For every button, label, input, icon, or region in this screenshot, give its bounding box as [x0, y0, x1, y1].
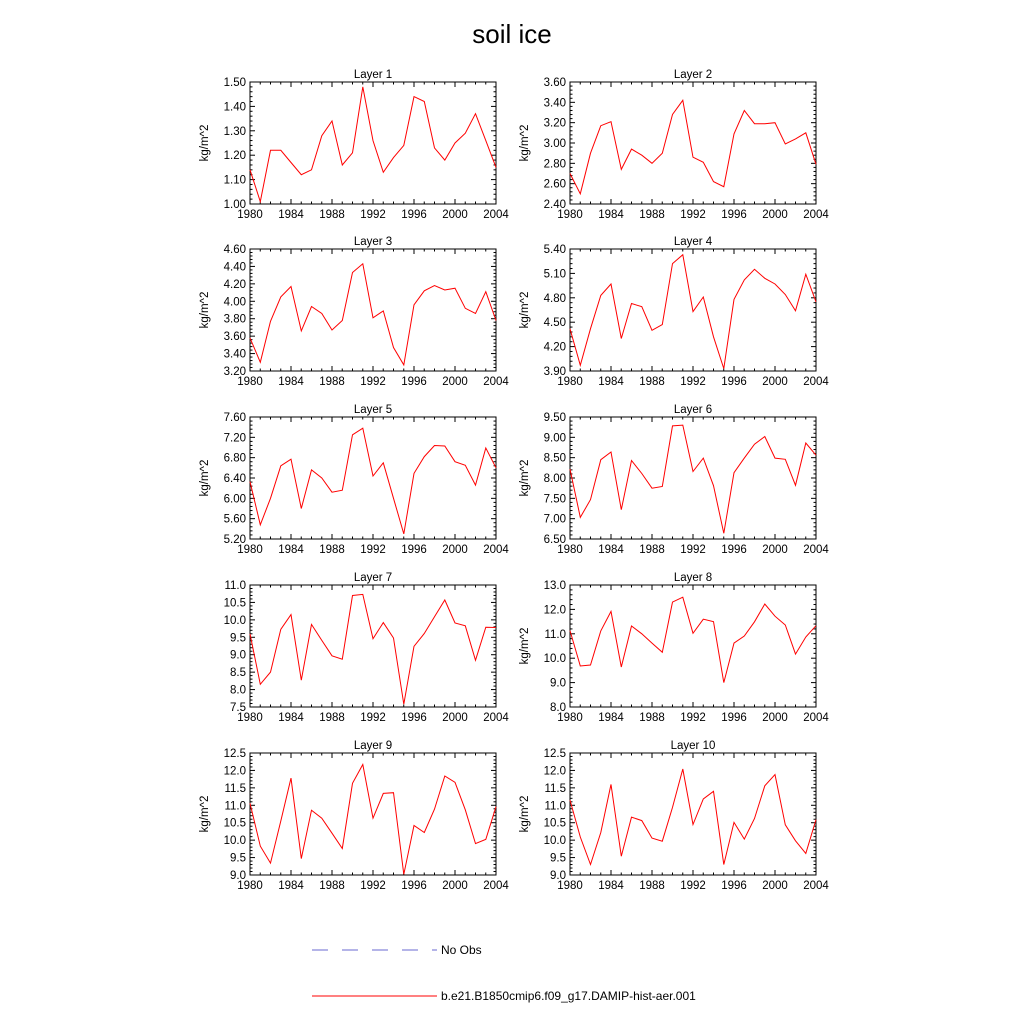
x-tick-label: 1992: [360, 880, 386, 892]
x-tick-label: 1980: [237, 880, 263, 892]
y-tick-label: 9.5: [550, 852, 566, 865]
x-tick-label: 1996: [721, 544, 747, 556]
x-tick-label: 2004: [803, 880, 829, 892]
y-tick-label: 4.60: [223, 244, 246, 256]
panel-layer-10: [519, 740, 829, 892]
x-tick-label: 1984: [278, 544, 304, 556]
panel-layer-1: [199, 69, 509, 221]
y-tick-label: 2.60: [543, 178, 566, 191]
series-line: [250, 428, 496, 534]
panel-title: Layer 10: [670, 740, 716, 752]
series-line: [250, 87, 496, 202]
plot-frame: [570, 82, 816, 204]
y-tick-label: 9.5: [230, 852, 246, 865]
series-line: [570, 597, 816, 682]
plot-frame: [250, 585, 496, 707]
y-tick-label: 10.0: [543, 653, 566, 666]
y-axis-label: kg/m^2: [519, 291, 531, 329]
x-tick-label: 1980: [237, 544, 263, 556]
x-tick-label: 1988: [639, 209, 665, 221]
y-tick-label: 12.5: [543, 748, 566, 760]
plot-frame: [250, 417, 496, 539]
y-tick-label: 7.20: [223, 432, 246, 445]
series-line: [570, 100, 816, 194]
x-tick-label: 1996: [401, 880, 427, 892]
x-tick-label: 2000: [762, 209, 788, 221]
x-tick-label: 1992: [680, 712, 706, 724]
x-tick-label: 1980: [557, 544, 583, 556]
y-tick-label: 13.0: [543, 580, 566, 592]
x-tick-label: 2000: [442, 880, 468, 892]
x-tick-label: 1984: [598, 712, 624, 724]
y-tick-label: 11.0: [544, 800, 566, 813]
y-tick-label: 10.5: [543, 817, 566, 830]
y-tick-label: 5.60: [223, 513, 246, 526]
panel-layer-3: [199, 236, 509, 388]
panel-title: Layer 7: [353, 572, 393, 584]
y-tick-label: 12.0: [223, 765, 246, 778]
y-tick-label: 1.50: [223, 77, 246, 89]
x-tick-label: 1980: [237, 376, 263, 388]
x-tick-label: 1988: [639, 544, 665, 556]
y-tick-label: 3.00: [543, 138, 566, 150]
y-tick-label: 4.20: [543, 341, 566, 354]
y-tick-label: 1.20: [223, 150, 246, 163]
panel-layer-7: [224, 572, 510, 724]
series-line: [250, 264, 496, 365]
x-tick-label: 2000: [762, 880, 788, 892]
y-tick-label: 5.20: [223, 534, 246, 546]
x-tick-label: 1992: [680, 880, 706, 892]
y-tick-label: 8.50: [543, 452, 566, 465]
x-tick-label: 1984: [598, 209, 624, 221]
y-axis-label: kg/m^2: [519, 124, 531, 162]
x-tick-label: 1980: [237, 712, 263, 724]
legend-model-label: b.e21.B1850cmip6.f09_g17.DAMIP-hist-aer.001: [441, 989, 696, 1003]
panel-layer-4: [519, 236, 829, 388]
x-tick-label: 1988: [319, 376, 345, 388]
legend-no-obs-label: No Obs: [441, 943, 482, 957]
panel-layer-9: [199, 740, 509, 892]
y-tick-label: 11.0: [224, 800, 246, 813]
x-tick-label: 1988: [319, 880, 345, 892]
y-tick-label: 8.00: [543, 473, 566, 485]
panel-layer-8: [519, 572, 829, 724]
x-tick-label: 1988: [639, 880, 665, 892]
x-tick-label: 1996: [401, 544, 427, 556]
x-tick-label: 2000: [442, 712, 468, 724]
y-tick-label: 12.5: [223, 748, 246, 760]
y-tick-label: 4.20: [223, 278, 246, 291]
y-tick-label: 11.0: [224, 580, 246, 592]
y-axis-label: kg/m^2: [199, 124, 211, 162]
y-tick-label: 6.40: [223, 473, 246, 485]
y-tick-label: 4.50: [543, 317, 566, 330]
panel-title: Layer 1: [353, 69, 393, 81]
x-tick-label: 1996: [401, 712, 427, 724]
x-tick-label: 1980: [557, 880, 583, 892]
panel-title: Layer 3: [353, 236, 393, 248]
y-tick-label: 5.40: [543, 244, 566, 256]
legend: [312, 943, 696, 1003]
y-tick-label: 5.10: [543, 268, 566, 281]
y-tick-label: 3.40: [543, 97, 566, 110]
y-axis-label: kg/m^2: [199, 795, 211, 833]
x-tick-label: 2004: [483, 376, 509, 388]
x-tick-label: 1980: [557, 712, 583, 724]
x-tick-label: 1992: [680, 544, 706, 556]
y-tick-label: 9.0: [550, 870, 566, 882]
y-tick-label: 4.80: [543, 292, 566, 305]
y-axis-label: kg/m^2: [519, 459, 531, 497]
x-tick-label: 2004: [483, 544, 509, 556]
y-tick-label: 6.80: [223, 452, 246, 465]
series-line: [570, 255, 816, 369]
x-tick-label: 1996: [721, 712, 747, 724]
series-line: [250, 765, 496, 875]
y-tick-label: 7.5: [230, 702, 246, 714]
y-tick-label: 8.0: [550, 702, 566, 714]
x-tick-label: 1984: [278, 209, 304, 221]
x-tick-label: 1992: [680, 376, 706, 388]
figure-title: soil ice: [472, 19, 552, 49]
y-tick-label: 9.50: [543, 412, 566, 424]
y-tick-label: 4.00: [223, 296, 246, 309]
y-tick-label: 3.20: [543, 117, 566, 130]
x-tick-label: 2004: [483, 209, 509, 221]
y-axis-label: kg/m^2: [519, 627, 531, 665]
x-tick-label: 1988: [319, 209, 345, 221]
y-tick-label: 4.40: [223, 261, 246, 274]
y-tick-label: 11.5: [544, 782, 566, 795]
x-tick-label: 2004: [483, 712, 509, 724]
x-tick-label: 1980: [557, 209, 583, 221]
x-tick-label: 2004: [803, 544, 829, 556]
x-tick-label: 1984: [278, 880, 304, 892]
x-tick-label: 2000: [762, 376, 788, 388]
panel-layer-6: [519, 404, 829, 556]
x-tick-label: 1996: [721, 209, 747, 221]
x-tick-label: 1984: [278, 376, 304, 388]
plot-frame: [250, 753, 496, 875]
plot-frame: [250, 82, 496, 204]
y-tick-label: 3.90: [543, 366, 566, 378]
y-tick-label: 2.80: [543, 158, 566, 171]
y-tick-label: 9.0: [230, 649, 246, 662]
x-tick-label: 2000: [762, 544, 788, 556]
series-line: [570, 769, 816, 865]
x-tick-label: 1988: [319, 544, 345, 556]
plot-frame: [570, 417, 816, 539]
x-tick-label: 2000: [442, 544, 468, 556]
panel-layer-2: [519, 69, 829, 221]
y-tick-label: 3.20: [223, 366, 246, 378]
x-tick-label: 1996: [401, 376, 427, 388]
y-tick-label: 10.0: [543, 835, 566, 848]
y-tick-label: 3.40: [223, 348, 246, 361]
y-tick-label: 1.10: [223, 174, 246, 187]
x-tick-label: 1984: [598, 880, 624, 892]
y-tick-label: 9.0: [230, 870, 246, 882]
y-tick-label: 10.5: [223, 597, 246, 610]
panel-title: Layer 6: [673, 404, 713, 416]
x-tick-label: 2000: [762, 712, 788, 724]
y-tick-label: 11.5: [224, 782, 246, 795]
x-tick-label: 1992: [680, 209, 706, 221]
y-tick-label: 7.60: [223, 412, 246, 424]
x-tick-label: 1984: [598, 376, 624, 388]
x-tick-label: 1980: [557, 376, 583, 388]
y-tick-label: 1.00: [223, 199, 246, 211]
x-tick-label: 1988: [319, 712, 345, 724]
series-line: [250, 594, 496, 704]
x-tick-label: 2004: [803, 712, 829, 724]
x-tick-label: 1992: [360, 544, 386, 556]
panel-title: Layer 8: [673, 572, 713, 584]
panel-title: Layer 2: [673, 69, 713, 81]
y-tick-label: 1.30: [223, 125, 246, 138]
y-tick-label: 10.0: [223, 614, 246, 627]
y-tick-label: 12.0: [543, 604, 566, 617]
y-tick-label: 12.0: [543, 765, 566, 778]
x-tick-label: 2004: [803, 209, 829, 221]
plot-frame: [250, 249, 496, 371]
x-tick-label: 2000: [442, 376, 468, 388]
plot-frame: [570, 753, 816, 875]
x-tick-label: 1980: [237, 209, 263, 221]
x-tick-label: 1996: [721, 376, 747, 388]
panel-title: Layer 5: [353, 404, 393, 416]
y-tick-label: 6.50: [543, 534, 566, 546]
x-tick-label: 1992: [360, 712, 386, 724]
plot-frame: [570, 585, 816, 707]
panel-title: Layer 9: [353, 740, 393, 752]
x-tick-label: 2004: [483, 880, 509, 892]
y-tick-label: 3.80: [223, 313, 246, 326]
y-tick-label: 9.0: [550, 677, 566, 690]
panel-layer-5: [199, 404, 509, 556]
y-tick-label: 6.00: [223, 493, 246, 506]
y-tick-label: 8.0: [230, 684, 246, 697]
y-tick-label: 3.60: [223, 331, 246, 344]
x-tick-label: 1992: [360, 376, 386, 388]
y-tick-label: 10.5: [223, 817, 246, 830]
x-tick-label: 1988: [639, 712, 665, 724]
y-axis-label: kg/m^2: [519, 795, 531, 833]
y-tick-label: 7.50: [543, 493, 566, 506]
y-tick-label: 1.40: [223, 101, 246, 114]
series-line: [570, 425, 816, 533]
y-tick-label: 2.40: [543, 199, 566, 211]
y-tick-label: 8.5: [230, 667, 246, 680]
x-tick-label: 1984: [278, 712, 304, 724]
panel-title: Layer 4: [673, 236, 713, 248]
y-tick-label: 9.00: [543, 432, 566, 445]
x-tick-label: 1996: [401, 209, 427, 221]
y-tick-label: 10.0: [223, 835, 246, 848]
x-tick-label: 1992: [360, 209, 386, 221]
y-tick-label: 9.5: [230, 632, 246, 645]
x-tick-label: 2000: [442, 209, 468, 221]
x-tick-label: 1984: [598, 544, 624, 556]
x-tick-label: 1988: [639, 376, 665, 388]
x-tick-label: 2004: [803, 376, 829, 388]
y-tick-label: 7.00: [543, 513, 566, 526]
y-axis-label: kg/m^2: [199, 459, 211, 497]
x-tick-label: 1996: [721, 880, 747, 892]
y-axis-label: kg/m^2: [199, 291, 211, 329]
panel-grid: [199, 69, 829, 892]
y-tick-label: 3.60: [543, 77, 566, 89]
y-tick-label: 11.0: [544, 628, 566, 641]
